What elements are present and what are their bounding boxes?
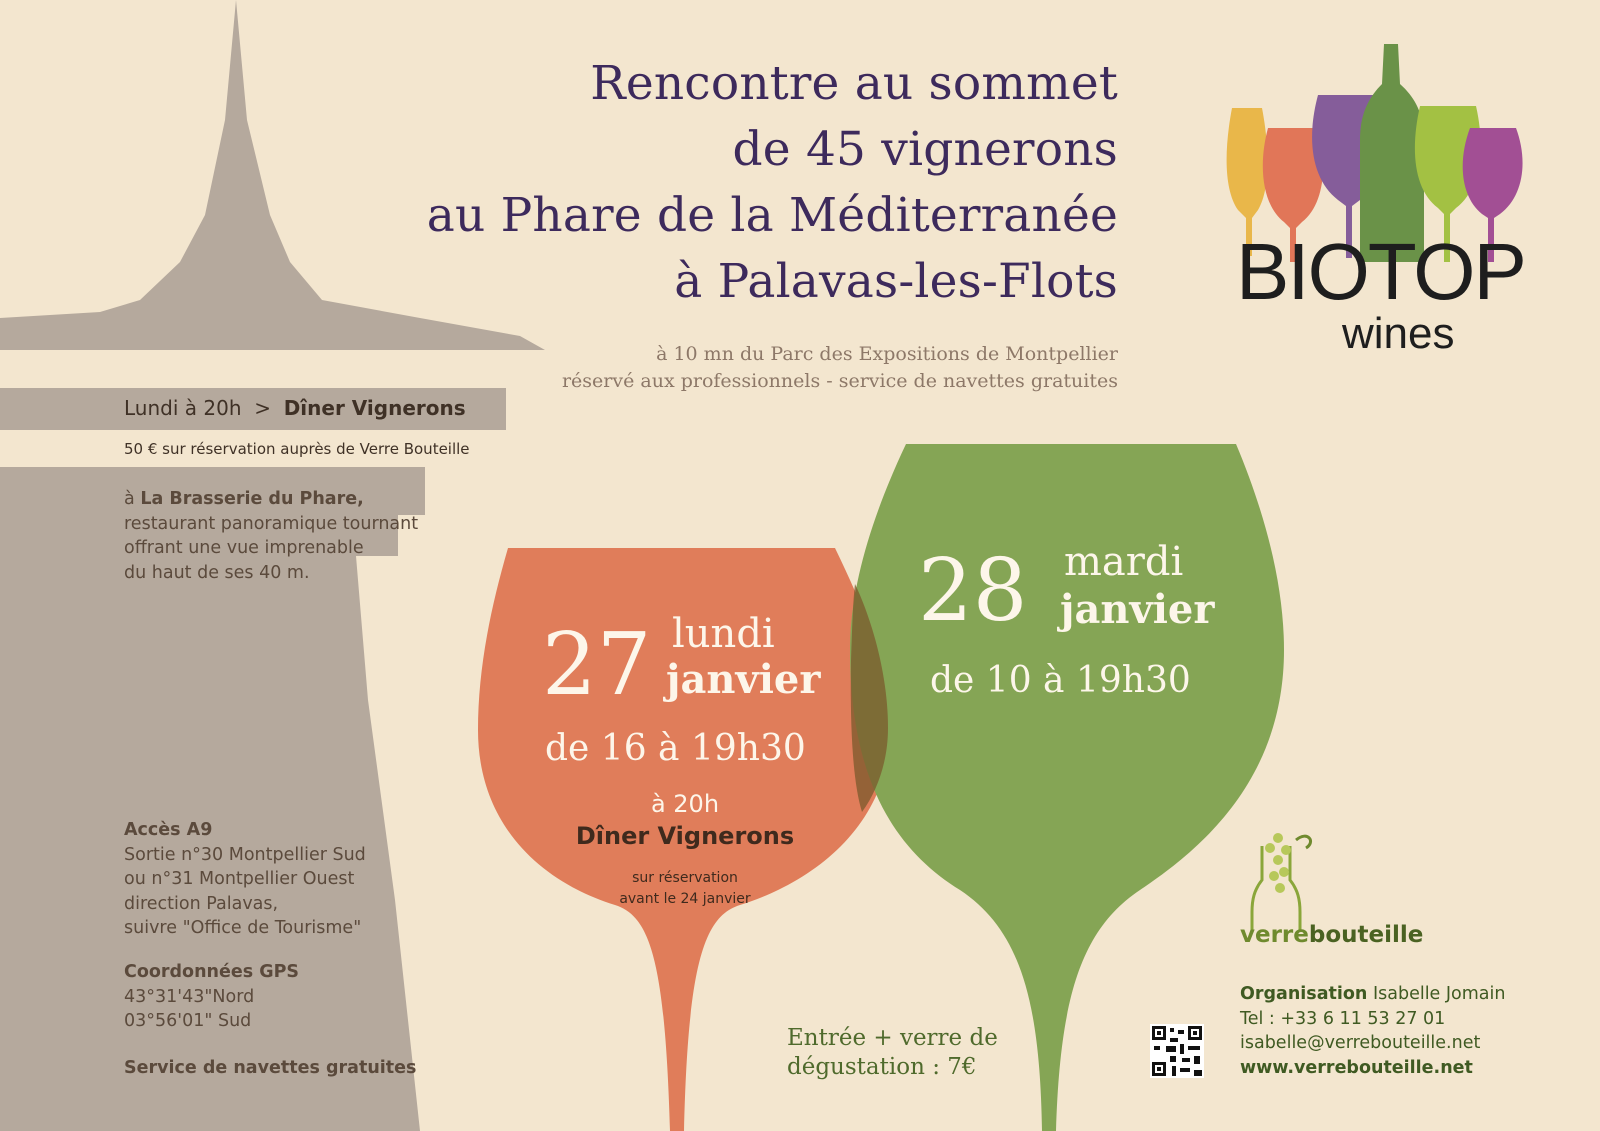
biotop-logo-sub: wines	[1342, 309, 1455, 358]
title-line: à Palavas-les-Flots	[674, 254, 1118, 309]
entry-line: dégustation : 7€	[787, 1054, 977, 1080]
access-block	[124, 818, 366, 941]
day2-month: janvier	[1060, 586, 1215, 633]
dinner-when: Lundi à 20h	[124, 396, 242, 420]
entry-price	[787, 1024, 998, 1082]
day1-weekday: lundi	[672, 611, 775, 657]
qr-code-icon	[1150, 1024, 1204, 1078]
subtitle-line: à 10 mn du Parc des Expositions de Montpellier	[656, 343, 1118, 365]
organizer-email[interactable]: isabelle@verrebouteille.net	[1240, 1033, 1481, 1053]
day1-month: janvier	[666, 656, 821, 703]
gps-block	[124, 960, 299, 1034]
reservation-line: avant le 24 janvier	[619, 891, 751, 907]
organizer-tel: Tel : +33 6 11 53 27 01	[1240, 1008, 1446, 1029]
access-title: Accès A9	[124, 820, 213, 840]
entry-line: Entrée + verre de	[787, 1025, 998, 1051]
brand-part1: verre	[1240, 922, 1309, 948]
access-line: ou n°31 Montpellier Ouest	[124, 869, 355, 889]
shuttle-note: Service de navettes gratuites	[124, 1058, 417, 1078]
title-line: au Phare de la Méditerranée	[426, 188, 1118, 243]
day1-hours: de 16 à 19h30	[545, 728, 806, 769]
venue-block	[124, 487, 418, 585]
organizer-name: Isabelle Jomain	[1372, 984, 1506, 1004]
venue-line: du haut de ses 40 m.	[124, 562, 310, 583]
dinner-arrow: >	[254, 396, 271, 420]
day1-reservation	[585, 868, 785, 910]
title-line: de 45 vignerons	[732, 122, 1118, 177]
biotop-logo-text: BIOTOP	[1236, 227, 1525, 316]
gps-line: 43°31'43"Nord	[124, 986, 255, 1007]
day1-dinner-label: Dîner Vignerons	[575, 822, 795, 850]
day2-number: 28	[918, 541, 1028, 641]
dinner-price-note: 50 € sur réservation auprès de Verre Bouteille	[124, 440, 470, 458]
day2-hours: de 10 à 19h30	[930, 660, 1191, 701]
gps-line: 03°56'01" Sud	[124, 1011, 252, 1031]
day1-dinner-time: à 20h	[650, 790, 720, 818]
subtitle-line: réservé aux professionnels - service de navettes gratuites	[561, 370, 1118, 392]
organizer-block	[1240, 982, 1505, 1080]
day1-number: 27	[542, 615, 652, 715]
venue-line: offrant une vue imprenable	[124, 538, 364, 558]
dinner-what: Dîner Vignerons	[283, 396, 466, 420]
brand-part2: bouteille	[1308, 922, 1424, 948]
venue-line: restaurant panoramique tournant	[124, 513, 419, 534]
day2-weekday: mardi	[1064, 539, 1184, 585]
gps-title: Coordonnées GPS	[124, 962, 300, 982]
access-line: suivre "Office de Tourisme"	[124, 918, 362, 938]
access-line: direction Palavas,	[124, 893, 279, 914]
organizer-website[interactable]: www.verrebouteille.net	[1240, 1057, 1473, 1078]
title-line: Rencontre au sommet	[590, 56, 1118, 111]
vine-bottle-logo	[1252, 833, 1311, 930]
verre-bouteille-logo-text	[1240, 922, 1423, 948]
organizer-label: Organisation	[1240, 984, 1368, 1004]
dinner-banner	[124, 396, 466, 420]
access-line: Sortie n°30 Montpellier Sud	[124, 844, 366, 865]
reservation-line: sur réservation	[632, 870, 738, 886]
venue-prefix: à	[124, 489, 135, 509]
venue-name: La Brasserie du Phare,	[140, 489, 364, 509]
